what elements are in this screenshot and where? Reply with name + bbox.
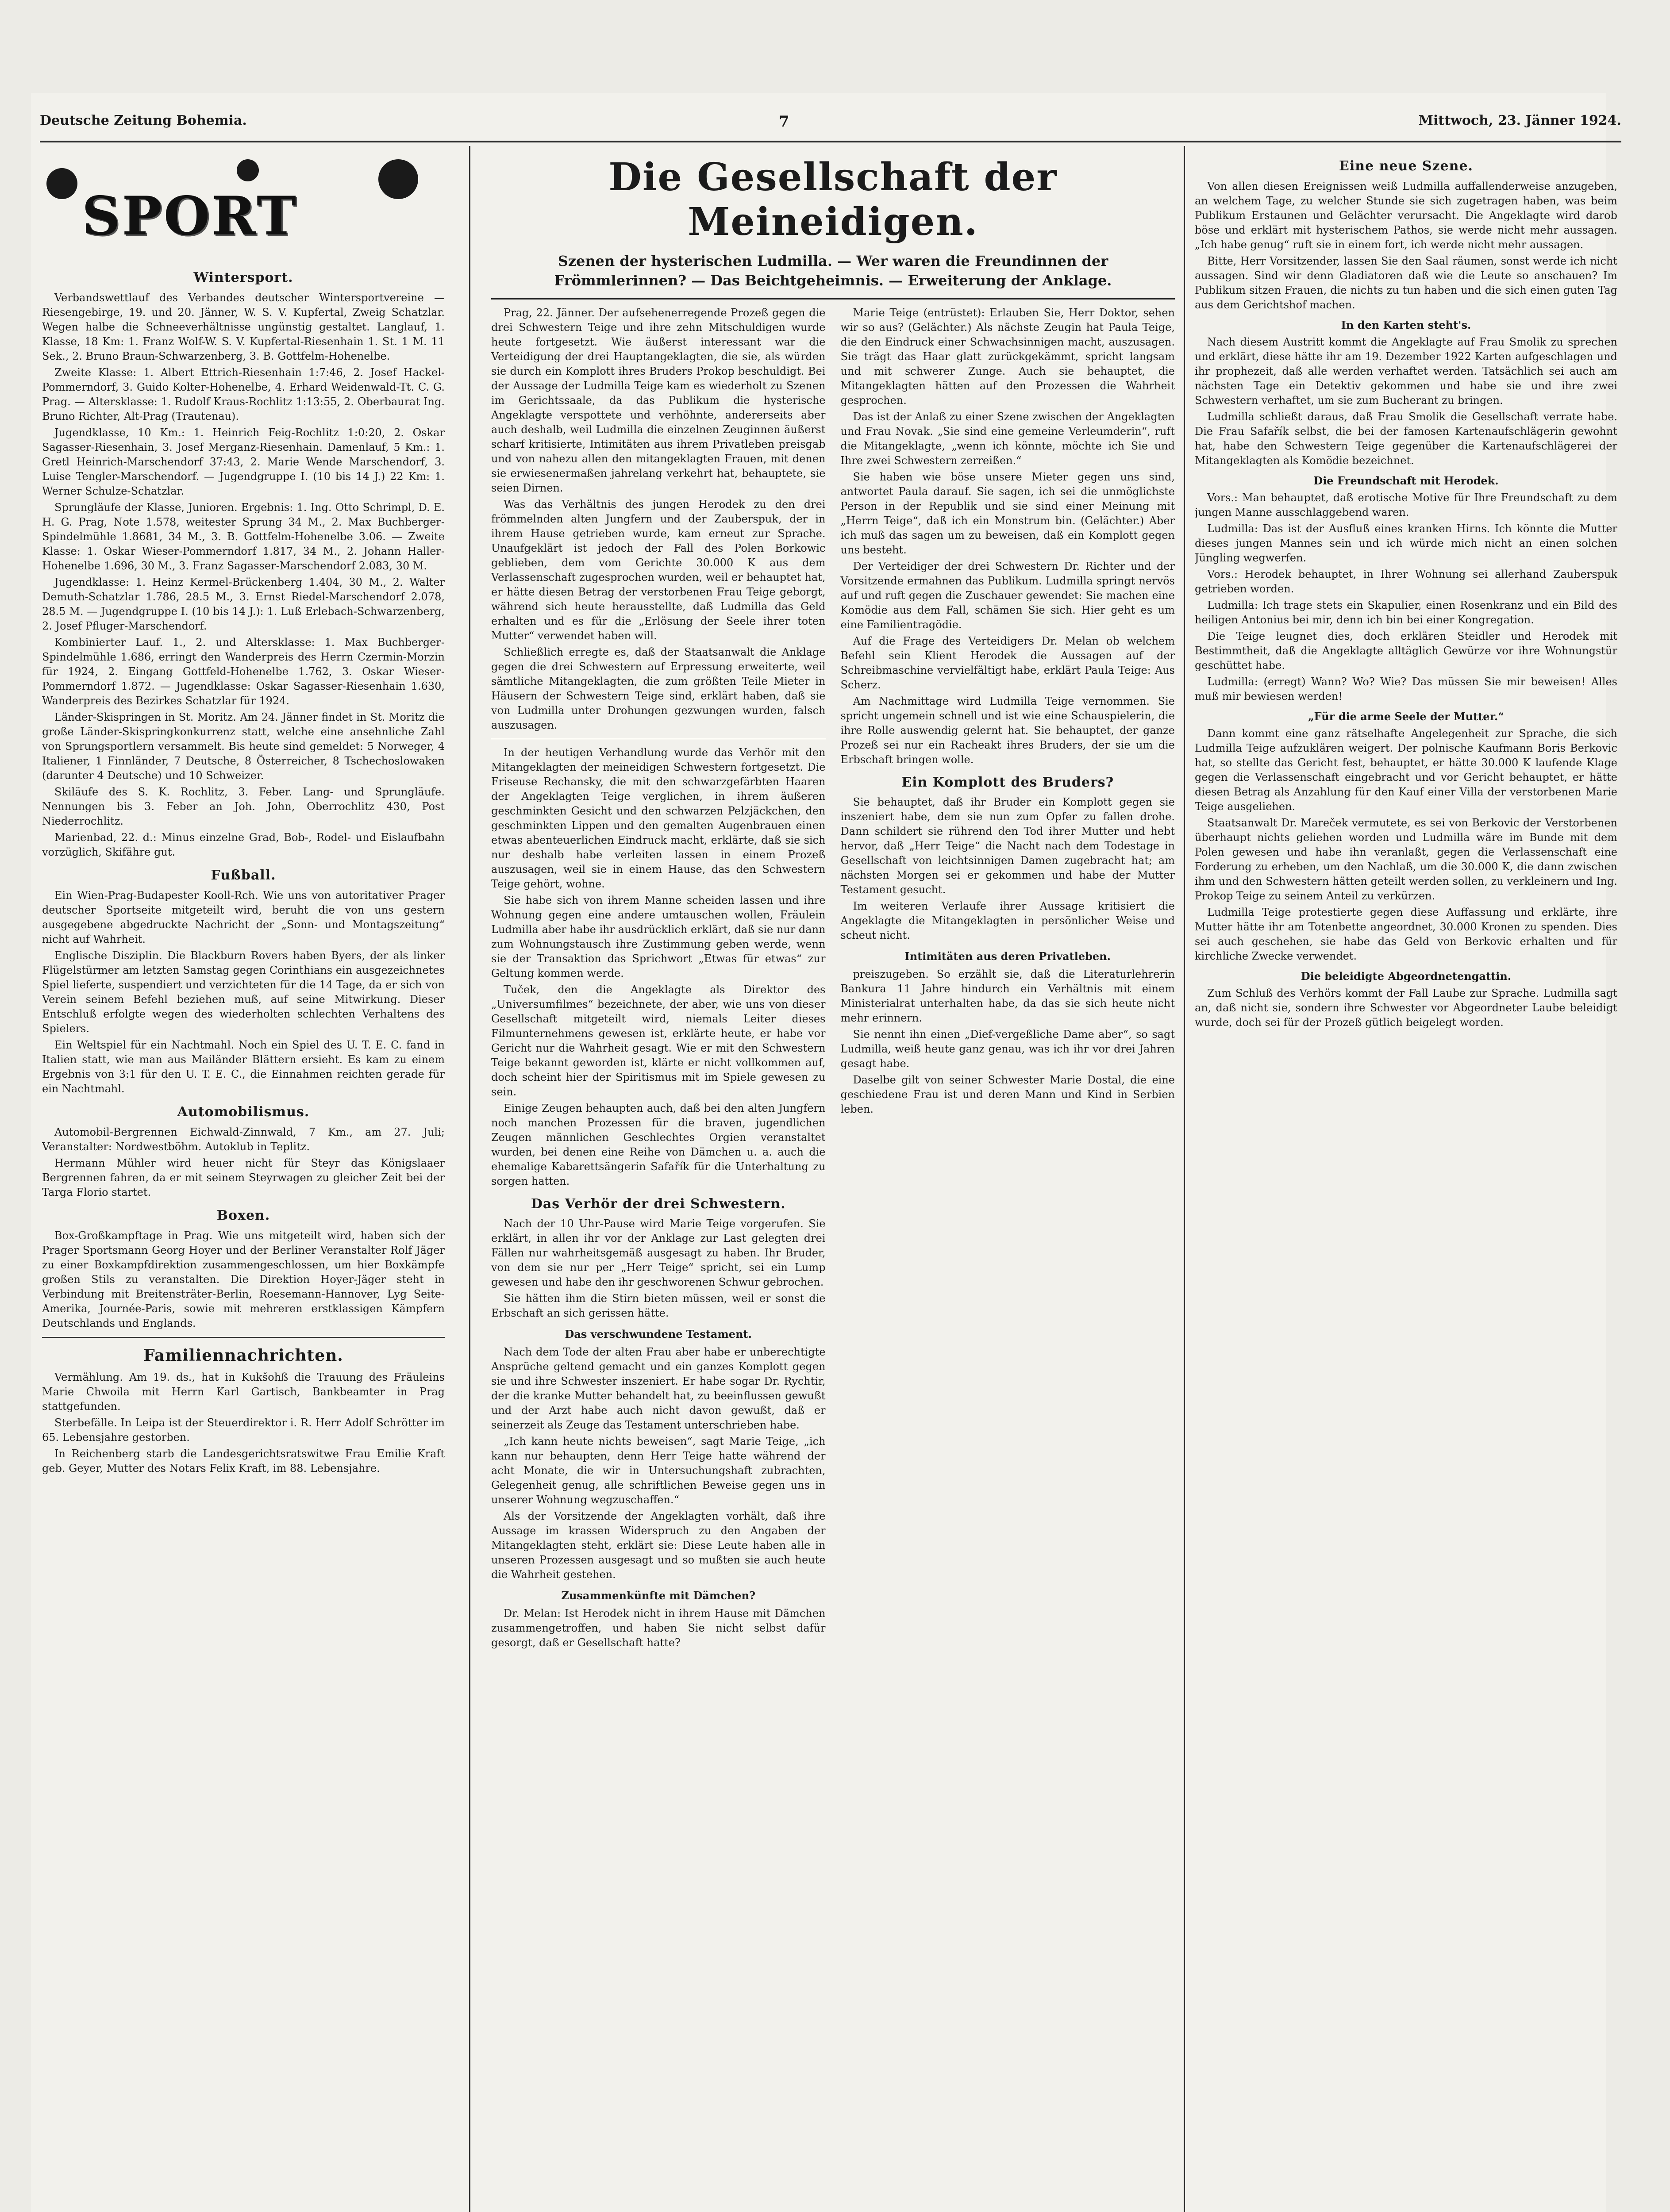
- paragraph: „Ich kann heute nichts beweisen“, sagt Marie Teige, „ich kann nur behaupten, denn Herr Teige hatte während der acht Monate, die wir in Untersuchungshaft zubrachten, Gelegenheit genug, alle schriftlichen Beweise gegen uns in unserer Wohnung wegzuschaffen.“: [491, 1435, 826, 1506]
- sport-logo-text: SPORT: [82, 185, 298, 247]
- paragraph: Ludmilla schließt daraus, daß Frau Smolik die Gesellschaft verrate habe. Die Frau Safařík selbst, die bei der famosen Kartenaufschlägerin gewohnt hat, habe den Schwestern Teige gegenüber die Kartenaufschlägerei der Mitangeklagten als Komödie bezeichnet.: [1195, 411, 1617, 467]
- paragraph: Was das Verhältnis des jungen Herodek zu den drei frömmelnden alten Jungfern und der Zauberspuk, der in ihrem Hause getrieben wurde, kam erneut zur Sprache. Unaufgeklärt ist jedoch der Fall des Polen Borkowic geblieben, dem vom Gerichte 30.000 K aus dem Verlassenschaft zugesprochen wurden, weil er behauptet hat, er hätte diesen Betrag der verstorbenen Frau Teige geborgt, während sich heute herausstellte, daß Ludmilla das Geld erhalten und es für die „Erlösung der Seele ihrer toten Mutter“ verwendet haben will.: [491, 498, 826, 642]
- paragraph: Ludmilla: Ich trage stets ein Skapulier, einen Rosenkranz und ein Bild des heiligen Antonius bei mir, denn ich bin bei einer Kongregation.: [1195, 599, 1617, 626]
- column-divider-2: [1184, 146, 1185, 2212]
- freundschaft-heading: Die Freundschaft mit Herodek.: [1313, 474, 1499, 487]
- paragraph: Dr. Melan: Ist Herodek nicht in ihrem Hause mit Dämchen zusammengetroffen, und haben Sie nicht selbst dafür gesorgt, daß er Gesellschaft hatte?: [491, 1607, 826, 1649]
- paragraph: Marie Teige (entrüstet): Erlauben Sie, Herr Doktor, sehen wir so aus? (Gelächter.) Als nächste Zeugin hat Paula Teige, die den Eindruck einer Schwachsinnigen macht, auszusagen. Sie trägt das Haar glatt zurückgekämmt, spricht langsam und mit schwerer Zunge. Auch sie behauptet, die Mitangeklagten hätten auf den Prozessen die Wahrheit gesprochen.: [840, 307, 1175, 407]
- article-headline: Die Gesellschaft der Meineidigen.: [608, 155, 1058, 244]
- paragraph: Vermählung. Am 19. ds., hat in Kukšohß die Trauung des Fräuleins Marie Chwoila mit Herrn Karl Gartisch, Bankbeamter in Prag stattgefunden.: [42, 1371, 445, 1413]
- szene-text: [1195, 179, 1617, 312]
- verhoer-heading: Das Verhör der drei Schwestern.: [531, 1196, 786, 1212]
- testament-heading: Das verschwundene Testament.: [565, 1328, 752, 1340]
- paragraph: In Reichenberg starb die Landesgerichtsratswitwe Frau Emilie Kraft geb. Geyer, Mutter des Notars Felix Kraft, im 88. Lebensjahre.: [42, 1448, 445, 1475]
- paragraph: Kombinierter Lauf. 1., 2. und Altersklasse: 1. Max Buchberger-Spindelmühle 1.686, erringt den Wanderpreis des Herrn Czermin-Morzin für 1924, 2. Eingang Gottfeld-Hohenelbe 1.762, 3. Oskar Wieser-Pommerndorf 1.872. — Jugendklasse: Oskar Sagasser-Riesenhain 1.630, Wanderpreis des Bezirkes Schatzlar für 1924.: [42, 636, 445, 707]
- paragraph: Nach dem Tode der alten Frau aber habe er unberechtigte Ansprüche geltend gemacht und ein ganzes Komplott gegen sie und ihre Schwester inszeniert. Er habe sogar Dr. Rychtir, der die kranke Mutter behandelt hat, zu beeinflussen gewußt und der Arzt habe auch nicht davon gewußt, daß er seinerzeit als Zeuge das Testament unterschrieben habe.: [491, 1346, 826, 1431]
- familie-heading: Familiennachrichten.: [143, 1346, 343, 1365]
- karten-text: [1195, 335, 1617, 468]
- wintersport-heading: Wintersport.: [193, 270, 293, 285]
- boxen-heading: Boxen.: [216, 1208, 270, 1223]
- seele-heading: „Für die arme Seele der Mutter.“: [1308, 710, 1505, 723]
- paragraph: Verbandswettlauf des Verbandes deutscher Wintersportvereine — Riesengebirge, 19. und 20. Jänner, W. S. V. Kupfertal, Zweig Schatzlar. Wegen halbe die Schneeverhältnisse ungünstig gestaltet. Langlauf, 1. Klasse, 18 Km: 1. Franz Wolf-W. S. V. Kupfertal-Riesenhain 1. St. 1 M. 11 Sek., 2. Bruno Braun-Schwarzenberg, 3. B. Gottfelm-Hohenelbe.: [42, 292, 445, 362]
- szene-heading: Eine neue Szene.: [1339, 158, 1473, 174]
- paragraph: Automobil-Bergrennen Eichwald-Zinnwald, 7 Km., am 27. Juli; Veranstalter: Nordwestböhm. Autoklub in Teplitz.: [42, 1126, 445, 1153]
- paragraph: Sie hätten ihm die Stirn bieten müssen, weil er sonst die Erbschaft an sich gerissen hätte.: [491, 1292, 826, 1319]
- paragraph: Am Nachmittage wird Ludmilla Teige vernommen. Sie spricht ungemein schnell und ist wie eine Schauspielerin, die ihre Rolle auswendig gelernt hat. Sie behauptet, der ganze Prozeß sei nur ein Racheakt ihres Bruders, der sie um die Erbschaft bringen wolle.: [840, 695, 1175, 766]
- paragraph: Hermann Mühler wird heuer nicht für Steyr das Königslaaer Bergrennen fahren, da er mit seinem Steyrwagen zu gleicher Zeit bei der Targa Florio startet.: [42, 1157, 445, 1198]
- article-left-column: [491, 306, 826, 1652]
- paragraph: Nach diesem Austritt kommt die Angeklagte auf Frau Smolik zu sprechen und erklärt, diese hätte ihr am 19. Dezember 1922 Karten aufgeschlagen und ihr prophezeit, daß alle werden verhaftet werden. Tatsächlich sei auch am nächsten Tage ein Detektiv gekommen und habe sie und ihre zwei Schwestern verhaftet, um sie zum Bucherant zu bringen.: [1195, 336, 1617, 407]
- paragraph: Jugendklasse, 10 Km.: 1. Heinrich Feig-Rochlitz 1:0:20, 2. Oskar Sagasser-Riesenhain, 3. Josef Merganz-Riesenhain. Damenlauf, 5 Km.: 1. Gretl Heinrich-Marschendorf 37:43, 2. Marie Wende Marschendorf, 3. Luise Tengler-Marschendorf. — Jugendgruppe I. (10 bis 14 J.) 22 Km: 1. Werner Schulze-Schatzlar.: [42, 426, 445, 497]
- paragraph: Länder-Skispringen in St. Moritz. Am 24. Jänner findet in St. Moritz die große Länder-Skispringkonkurrenz statt, welche eine ansehnliche Zahl von Sprungsportlern versammelt. Bis heute sind gemeldet: 5 Norweger, 4 Italiener, 1 Finnländer, 7 Deutsche, 8 Österreicher, 8 Tschechoslowaken (darunter 4 Deutsche) und 10 Schweizer.: [42, 711, 445, 782]
- fussball-text: [42, 888, 445, 1096]
- paragraph: Box-Großkampftage in Prag. Wie uns mitgeteilt wird, haben sich der Prager Sportsmann Georg Hoyer und der Berliner Veranstalter Rolf Jäger zu einer Boxkampfdirektion zusammengeschlossen, um hier Boxkämpfe großen Stils zu veranstalten. Die Direktion Hoyer-Jäger steht in Verbindung mit Breitensträter-Berlin, Roesemann-Hannover, Lyg Seite-Amerika, Journée-Paris, sowie mit mehreren erstklassigen Kämpfern Deutschlands und Englands.: [42, 1229, 445, 1329]
- paragraph: Englische Disziplin. Die Blackburn Rovers haben Byers, der als linker Flügelstürmer am letzten Samstag gegen Corinthians ein ausgezeichnetes Spiel lieferte, suspendiert und verzichteten für die 14 Tage, da er sich von Verein seinem Befehl beziehen muß, auf seine Mitwirkung. Dieser Entschluß erfolgte wegen des wiederholten schlechten Verhaltens des Spielers.: [42, 949, 445, 1035]
- paragraph: Ludmilla: Das ist der Ausfluß eines kranken Hirns. Ich könnte die Mutter dieses jungen Mannes sein und ich würde mich nicht an einen solchen Jüngling wegwerfen.: [1195, 522, 1617, 564]
- article-right-column: [841, 306, 1175, 1652]
- paragraph: Sterbefälle. In Leipa ist der Steuerdirektor i. R. Herr Adolf Schrötter im 65. Lebensjahre gestorben.: [42, 1417, 445, 1444]
- paragraph: Zum Schluß des Verhörs kommt der Fall Laube zur Sprache. Ludmilla sagt an, daß nicht sie, sondern ihre Schwester vor Abgeordneter Laube beleidigt wurde, doch sei für der Prozeß gütlich beigelegt worden.: [1195, 987, 1617, 1029]
- paragraph: Ludmilla Teige protestierte gegen diese Auffassung und erklärte, ihre Mutter hätte ihr am Totenbette angeordnet, 30.000 Kronen zu spenden. Dies sei auch geschehen, sie habe das Geld von Berkovic erhalten und für kirchliche Zwecke verwendet.: [1195, 906, 1617, 962]
- paragraph: Einige Zeugen behaupten auch, daß bei den alten Jungfern noch manchen Prozessen für die braven, jugendlichen Zeugen männlichen Geschlechtes Orgien veranstaltet wurden, bei denen eine Reihe von Dämchen u. a. auch die ehemalige Kabarettsängerin Safařík für die Unterhaltung zu sorgen hatten.: [491, 1102, 826, 1187]
- paragraph: Dann kommt eine ganz rätselhafte Angelegenheit zur Sprache, die sich Ludmilla Teige aufzuklären weigert. Der polnische Kaufmann Boris Berkovic hat, so stellte das Gericht fest, behauptet, er hätte 30.000 K laufende Klage gegen die Verlassenschaft eingebracht und vor Gericht behauptet, er hätte diesen Betrag als Anzahlung für den Kauf einer Villa der verstorbenen Marie Teige ausgeliehen.: [1195, 727, 1617, 813]
- main-article: [491, 150, 1175, 2212]
- masthead-rule: [40, 141, 1621, 142]
- familie-text: [42, 1370, 445, 1476]
- paragraph: Von allen diesen Ereignissen weiß Ludmilla auffallenderweise anzugeben, an welchem Tage, zu welcher Stunde sie sich zugetragen haben, was beim Publikum Erstaunen und Gelächter verursacht. Die Angeklagte wird darob böse und erklärt mit hysterischem Pathos, sie werde nicht mehr aussagen. „Ich habe genug“ ruft sie in einem fort, ich werde nicht mehr aussagen.: [1195, 180, 1617, 251]
- athlete-figure-icon: [378, 159, 418, 199]
- paragraph: Marienbad, 22. d.: Minus einzelne Grad, Bob-, Rodel- und Eislaufbahn vorzüglich, Skifähre gut.: [42, 831, 445, 858]
- seele-text: [1195, 726, 1617, 964]
- paragraph: Sie behauptet, daß ihr Bruder ein Komplott gegen sie inszeniert habe, dem sie nun zum Opfer zu fallen drohe. Dann schildert sie rührend den Tod ihrer Mutter und hebt hervor, daß „Herr Teige“ die Nacht nach dem Todestage in Gesellschaft von leichtsinnigen Damen zugebracht hat; am nächsten Morgen sei er gekommen und habe der Mutter Testament gesucht.: [840, 796, 1175, 896]
- paragraph: Staatsanwalt Dr. Mareček vermutete, es sei von Berkovic der Verstorbenen überhaupt nichts geliehen worden und Ludmilla wäre im Bunde mit dem Polen gewesen und habe ihn veranlaßt, gegen die Verlassenschaft eine Forderung zu erheben, um den Nachlaß, um die 30.000 K, die dann zwischen ihm und den Schwestern hätten geteilt werden sollen, zu verkleinern und Ing. Prokop Teige zu seinem Anteil zu verkürzen.: [1195, 817, 1617, 902]
- issue-date: Mittwoch, 23. Jänner 1924.: [1418, 113, 1621, 128]
- paragraph: Sie nennt ihn einen „Dief-vergeßliche Dame aber“, so sagt Ludmilla, weiß heute ganz genau, was ich ihr vor drei Jahren gesagt habe.: [840, 1028, 1175, 1070]
- fussball-heading: Fußball.: [211, 868, 276, 883]
- paragraph: Das ist der Anlaß zu einer Szene zwischen der Angeklagten und Frau Novak. „Sie sind eine gemeine Verleumderin“, ruft die Mitangeklagte, „wenn ich könnte, möchte ich Sie und Ihre zwei Schwestern zerreißen.“: [840, 411, 1175, 467]
- paragraph: Als der Vorsitzende der Angeklagten vorhält, daß ihre Aussage im krassen Widerspruch zu den Angaben der Mitangeklagten steht, erklärt sie: Diese Leute haben alle in unseren Prozessen ausgesagt und so mußten sie auch heute die Wahrheit gestehen.: [491, 1510, 826, 1581]
- paragraph: Vors.: Herodek behauptet, in Ihrer Wohnung sei allerhand Zauberspuk getrieben worden.: [1195, 568, 1617, 595]
- paragraph: Prag, 22. Jänner. Der aufsehenerregende Prozeß gegen die drei Schwestern Teige und ihre zehn Mitschuldigen wurde heute fortgesetzt. Wie äußerst interessant war die Verteidigung der drei Hauptangeklagten, die sie, als würden sie durch ein Komplott ihres Bruders Prokop beschuldigt. Bei der Aussage der Ludmilla Teige kam es wiederholt zu Szenen im Gerichtssaale, da das Publikum die hysterische Angeklagte verspottete und verhöhnte, andererseits aber auch deshalb, weil Ludmilla die einzelnen Zeuginnen äußerst scharf kritisierte, Intimitäten aus ihrem Privatleben preisgab und von nahezu allen den mitangeklagten Frauen, mit denen sie erwiesenermaßen jahrelang verkehrt hat, behauptete, sie seien Dirnen.: [491, 307, 826, 494]
- intimitaeten-heading: Intimitäten aus deren Privatleben.: [904, 950, 1111, 963]
- automobil-heading: Automobilismus.: [177, 1104, 310, 1120]
- karten-heading: In den Karten steht's.: [1341, 319, 1471, 331]
- freundschaft-text: [1195, 491, 1617, 704]
- paragraph: Skiläufe des S. K. Rochlitz, 3. Feber. Lang- und Sprungläufe. Nennungen bis 3. Feber an Joh. John, Oberrochlitz 430, Post Niederrochlitz.: [42, 786, 445, 827]
- sport-column: [42, 150, 445, 2212]
- paragraph: Sie habe sich von ihrem Manne scheiden lassen und ihre Wohnung gegen eine andere umtauschen wollen, Fräulein Ludmilla aber habe ihr ausdrücklich erklärt, daß sie nur dann zum Wohnungstausch ihre Zustimmung geben werde, wenn sie der Transaktion das Sprichwort „Etwas für etwas“ zur Geltung kommen werde.: [491, 894, 826, 979]
- newspaper-name: Deutsche Zeitung Bohemia.: [40, 113, 247, 128]
- paragraph: Ludmilla: (erregt) Wann? Wo? Wie? Das müssen Sie mir beweisen! Alles muß mir bewiesen werden!: [1195, 676, 1617, 703]
- abgeordnete-text: [1195, 986, 1617, 1030]
- paragraph: Sprungläufe der Klasse, Junioren. Ergebnis: 1. Ing. Otto Schrimpl, D. E. H. G. Prag, Note 1.578, weitester Sprung 34 M., 2. Max Buchberger-Spindelmühle 1.8681, 34 M., 3. B. Gottfelm-Hohenelbe 3.06. — Zweite Klasse: 1. Oskar Wieser-Pommerndorf 1.817, 34 M., 2. Johann Haller-Hohenelbe 1.696, 30 M., 3. Franz Sagasser-Marschendorf 2.083, 30 M.: [42, 501, 445, 572]
- paragraph: Auf die Frage des Verteidigers Dr. Melan ob welchem Befehl sein Klient Herodek die Aussagen auf der Schreibmaschine vervielfältigt habe, erklärt Paula Teige: Aus Scherz.: [840, 635, 1175, 691]
- paragraph: Jugendklasse: 1. Heinz Kermel-Brückenberg 1.404, 30 M., 2. Walter Demuth-Schatzlar 1.786, 28.5 M., 3. Ernst Riedel-Marschendorf 2.078, 28.5 M. — Jugendgruppe I. (10 bis 14 J.): 1. Luß Erlebach-Schwarzenberg, 2. Josef Pfluger-Marschendorf.: [42, 576, 445, 632]
- paragraph: Ein Weltspiel für ein Nachtmahl. Noch ein Spiel des U. T. E. C. fand in Italien statt, wie man aus Mailänder Blättern ersieht. Es kam zu einem Ergebnis von 3:1 für den U. T. E. C., die Einnahmen reichten gerade für ein Nachtmahl.: [42, 1039, 445, 1095]
- automobil-text: [42, 1125, 445, 1200]
- boxen-text: [42, 1229, 445, 1331]
- komplott-heading: Ein Komplott des Bruders?: [901, 775, 1114, 790]
- paragraph: Die Teige leugnet dies, doch erklären Steidler und Herodek mit Bestimmtheit, daß die Angeklagte alltäglich Gewürze vor ihre Wohnungstür geschüttet habe.: [1195, 630, 1617, 672]
- page-number: 7: [779, 113, 789, 131]
- headline-rule: [491, 298, 1175, 300]
- paragraph: preiszugeben. So erzählt sie, daß die Literaturlehrerin Bankura 11 Jahre hindurch ein Verhältnis mit einem Ministerialrat unterhalten habe, da das sie sich heute nicht mehr erinnern.: [840, 968, 1175, 1024]
- paragraph: Nach der 10 Uhr-Pause wird Marie Teige vorgerufen. Sie erklärt, in allen ihr vor der Anklage zur Last gelegten drei Fällen nur wahrheitsgemäß ausgesagt zu haben. Ihr Bruder, von dem sie nur per „Herr Teige“ spricht, sei ein Lump gewesen und habe den ihr geschworenen Schwur gebrochen.: [491, 1217, 826, 1288]
- zusammenkuenfte-heading: Zusammenkünfte mit Dämchen?: [561, 1589, 756, 1602]
- paragraph: Vors.: Man behauptet, daß erotische Motive für Ihre Freundschaft zu dem jungen Manne ausschlaggebend waren.: [1195, 492, 1617, 518]
- abgeordnete-heading: Die beleidigte Abgeordnetengattin.: [1301, 970, 1512, 983]
- sport-logo: [42, 150, 445, 261]
- paragraph: Schließlich erregte es, daß der Staatsanwalt die Anklage gegen die drei Schwestern auf Erpressung erweiterte, weil sämtliche Mitangeklagten, die zum größten Teile Mieter in Häusern der Schwestern Teige sind, erklärt haben, daß sie von Ludmilla unter Drohungen gezwungen wurden, falsch auszusagen.: [491, 646, 826, 731]
- paragraph: In der heutigen Verhandlung wurde das Verhör mit den Mitangeklagten der meineidigen Schwestern fortgesetzt. Die Friseuse Rechansky, die mit den schwarzgefärbten Haaren der Angeklagten Teige verglichen, in ihrem äußeren geschminkten Gesicht und den schwarzen Pelzjäckchen, den geschminkten Lippen und den gemalten Augenbrauen einen etwas abenteuerlichen Eindruck macht, erklärte, daß sie sich nur deshalb habe verleiten lassen in einem Prozeß auszusagen, weil sie in einem Hause, das den Schwestern Teige gehört, wohne.: [491, 746, 826, 890]
- paragraph: Der Verteidiger der drei Schwestern Dr. Richter und der Vorsitzende ermahnen das Publikum. Ludmilla springt nervös auf und ruft gegen die Zuschauer gewendet: Sie machen eine Komödie aus dem Fall, schämen Sie sich. Hier geht es um eine Familientragödie.: [840, 560, 1175, 631]
- athlete-figure-icon: [237, 159, 259, 181]
- column-divider-1: [469, 146, 470, 2212]
- masthead: [40, 113, 1621, 135]
- right-column: [1195, 150, 1617, 2212]
- article-body: [491, 306, 1175, 1652]
- section-rule: [42, 1337, 445, 1338]
- paragraph: Tuček, den die Angeklagte als Direktor des „Universumfilmes“ bezeichnete, der aber, wie uns von dieser Gesellschaft mitgeteilt wird, niemals Leiter dieses Filmunternehmens gewesen ist, erklärte heute, er habe vor Gericht nur die Wahrheit gesagt. Wie er mit den Schwestern Teige bekannt geworden ist, klärte er nicht vollkommen auf, doch scheint hier der Spiritismus mit im Spiele gewesen zu sein.: [491, 983, 826, 1098]
- paragraph: Zweite Klasse: 1. Albert Ettrich-Riesenhain 1:7:46, 2. Josef Hackel-Pommerndorf, 3. Guido Kolter-Hohenelbe, 4. Erhard Weidenwald-Tt. C. G. Prag. — Altersklasse: 1. Rudolf Kraus-Rochlitz 1:13:55, 2. Oberbaurat Ing. Bruno Richter, Alt-Prag (Trautenau).: [42, 366, 445, 422]
- paragraph: Im weiteren Verlaufe ihrer Aussage kritisiert die Angeklagte die Mitangeklagten in persönlicher Weise und scheut nicht.: [840, 900, 1175, 941]
- paragraph: Bitte, Herr Vorsitzender, lassen Sie den Saal räumen, sonst werde ich nicht aussagen. Sind wir denn Gladiatoren daß wie die Leute so anschauen? Im Publikum sitzen Frauen, die nichts zu tun haben und die sich einen guten Tag aus dem Gerichtshof machen.: [1195, 255, 1617, 311]
- wintersport-text: [42, 291, 445, 860]
- article-subline: Szenen der hysterischen Ludmilla. — Wer waren die Freundinnen der Frömmlerinnen? — Das Beichtgeheimnis. — Erweiterung der Anklage.: [554, 253, 1112, 289]
- athlete-figure-icon: [46, 168, 77, 199]
- paragraph: Sie haben wie böse unsere Mieter gegen uns sind, antwortet Paula darauf. Sie sagen, ich sei die unmöglichste Person in der Republik und sie sind einer Meinung mit „Herrn Teige“, daß ich ein Monstrum bin. (Gelächter.) Aber ich muß das sagen um zu beweisen, daß ein Komplott gegen uns besteht.: [840, 471, 1175, 556]
- paragraph: Daselbe gilt von seiner Schwester Marie Dostal, die eine geschiedene Frau ist und deren Mann und Kind in Serbien leben.: [840, 1074, 1175, 1115]
- paragraph: Ein Wien-Prag-Budapester Kooll-Rch. Wie uns von autoritativer Prager deutscher Sportseite mitgeteilt wird, beruht die von uns gestern ausgegebene abgedruckte Nachricht der „Sonn- und Montagszeitung“ nicht auf Wahrheit.: [42, 889, 445, 945]
